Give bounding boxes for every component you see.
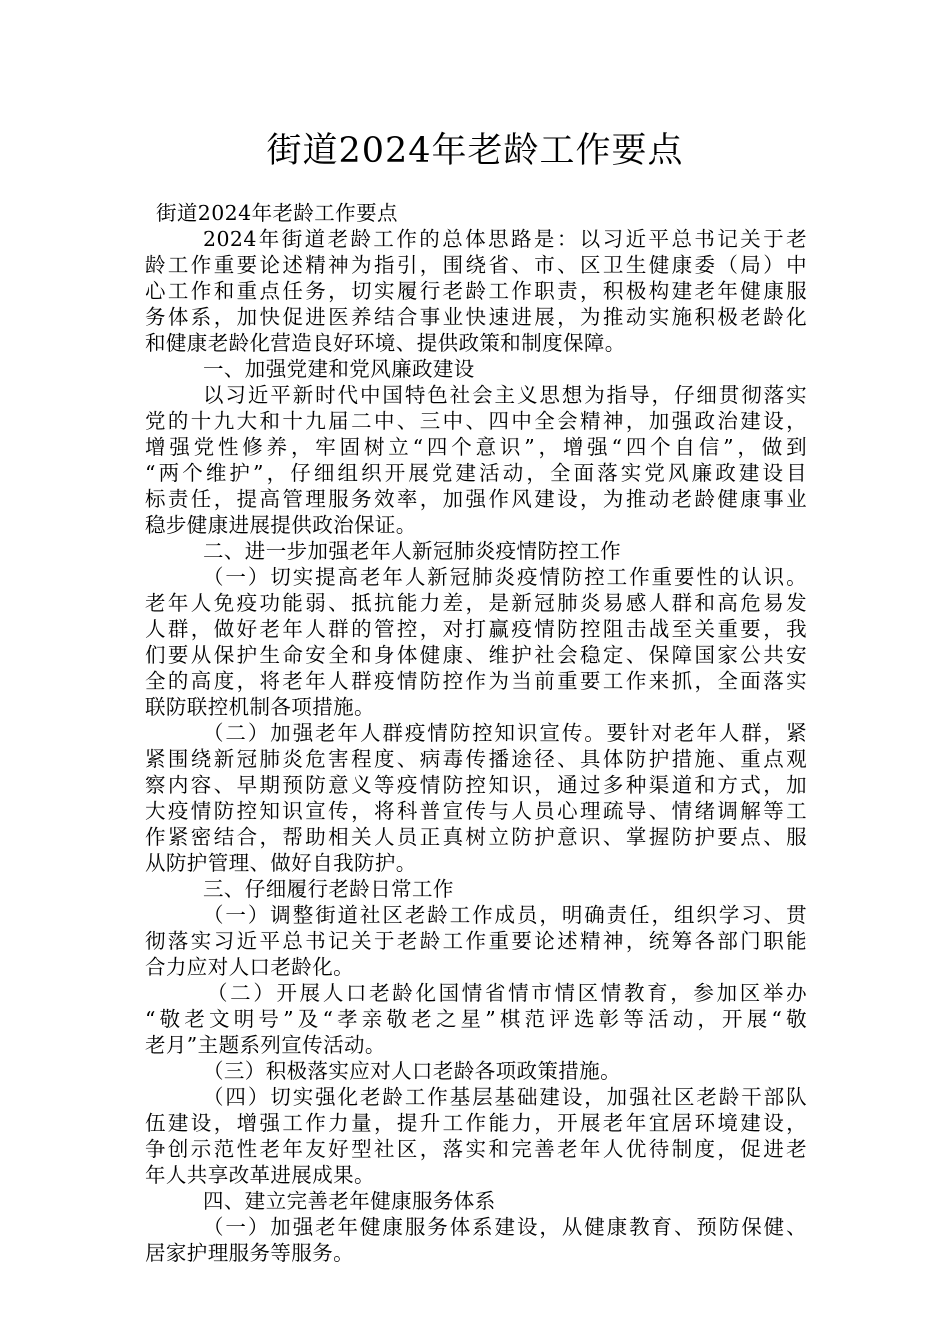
text-line: （一）调整街道社区老龄工作成员，明确责任，组织学习、贯 [203, 903, 807, 927]
text-line: “敬老文明号”及“孝亲敬老之星”棋范评选彰等活动，开展“敬 [145, 1007, 807, 1031]
text-line: 一、加强党建和党风廉政建设 [203, 357, 475, 381]
text-line: 龄工作重要论述精神为指引，围绕省、市、区卫生健康委（局）中 [145, 253, 807, 277]
text-line: 伍建设，增强工作力量，提升工作能力，开展老年宜居环境建设， [145, 1111, 807, 1135]
text-line: 全的高度，将老年人群疫情防控作为当前重要工作来抓，全面落实 [145, 669, 807, 693]
text-line: 彻落实习近平总书记关于老龄工作重要论述精神，统筹各部门职能 [145, 929, 807, 953]
text-line: “两个维护”，仔细组织开展党建活动，全面落实党风廉政建设目 [145, 461, 807, 485]
text-line: 人群，做好老年人群的管控，对打赢疫情防控阻击战至关重要，我 [145, 617, 807, 641]
text-line: 四、建立完善老年健康服务体系 [203, 1189, 496, 1213]
text-line: 老月”主题系列宣传活动。 [145, 1033, 386, 1057]
text-line: 心工作和重点任务，切实履行老龄工作职责，积极构建老年健康服 [145, 279, 807, 303]
text-line: 们要从保护生命安全和身体健康、维护社会稳定、保障国家公共安 [145, 643, 807, 667]
text-line: 标责任，提高管理服务效率，加强作风建设，为推动老龄健康事业 [145, 487, 807, 511]
text-line: 三、仔细履行老龄日常工作 [203, 877, 454, 901]
text-line: 从防护管理、做好自我防护。 [145, 851, 417, 875]
document-title: 街道2024年老龄工作要点 [266, 131, 684, 171]
text-line: 街道2024年老龄工作要点 [156, 201, 398, 225]
text-line: 以习近平新时代中国特色社会主义思想为指导，仔细贯彻落实 [203, 383, 807, 407]
text-line: 稳步健康进展提供政治保证。 [145, 513, 417, 537]
text-line: 年人共享改革进展成果。 [145, 1163, 375, 1187]
text-line: 和健康老龄化营造良好环境、提供政策和制度保障。 [145, 331, 626, 355]
text-line: 联防联控机制各项措施。 [145, 695, 375, 719]
text-line: （四）切实强化老龄工作基层基础建设，加强社区老龄干部队 [203, 1085, 807, 1109]
text-line: 增强党性修养，牢固树立“四个意识”，增强“四个自信”，做到 [145, 435, 807, 459]
text-line: （一）切实提高老年人新冠肺炎疫情防控工作重要性的认识。 [203, 565, 807, 589]
text-line: 老年人免疫功能弱、抵抗能力差，是新冠肺炎易感人群和高危易发 [145, 591, 807, 615]
text-line: 务体系，加快促进医养结合事业快速进展，为推动实施积极老龄化 [145, 305, 807, 329]
text-line: 察内容、早期预防意义等疫情防控知识，通过多种渠道和方式，加 [145, 773, 807, 797]
text-line: 大疫情防控知识宣传，将科普宣传与人员心理疏导、情绪调解等工 [145, 799, 807, 823]
text-line: 合力应对人口老龄化。 [145, 955, 354, 979]
text-line: 二、进一步加强老年人新冠肺炎疫情防控工作 [203, 539, 621, 563]
text-line: 争创示范性老年友好型社区，落实和完善老年人优待制度，促进老 [145, 1137, 807, 1161]
text-line: 紧围绕新冠肺炎危害程度、病毒传播途径、具体防护措施、重点观 [145, 747, 807, 771]
text-line: 作紧密结合，帮助相关人员正真树立防护意识、掌握防护要点、服 [145, 825, 807, 849]
text-line: （一）加强老年健康服务体系建设，从健康教育、预防保健、 [203, 1215, 807, 1239]
text-line: 居家护理服务等服务。 [145, 1241, 354, 1265]
document-body [145, 200, 807, 1266]
text-line: （二）加强老年人群疫情防控知识宣传。要针对老年人群，紧 [203, 721, 807, 745]
text-line: （二）开展人口老龄化国情省情市情区情教育，参加区举办 [207, 981, 807, 1005]
text-line: 党的十九大和十九届二中、三中、四中全会精神，加强政治建设， [145, 409, 807, 433]
text-line: （三）积极落实应对人口老龄各项政策措施。 [203, 1059, 621, 1083]
text-line: 2024年街道老龄工作的总体思路是：以习近平总书记关于老 [203, 227, 807, 251]
